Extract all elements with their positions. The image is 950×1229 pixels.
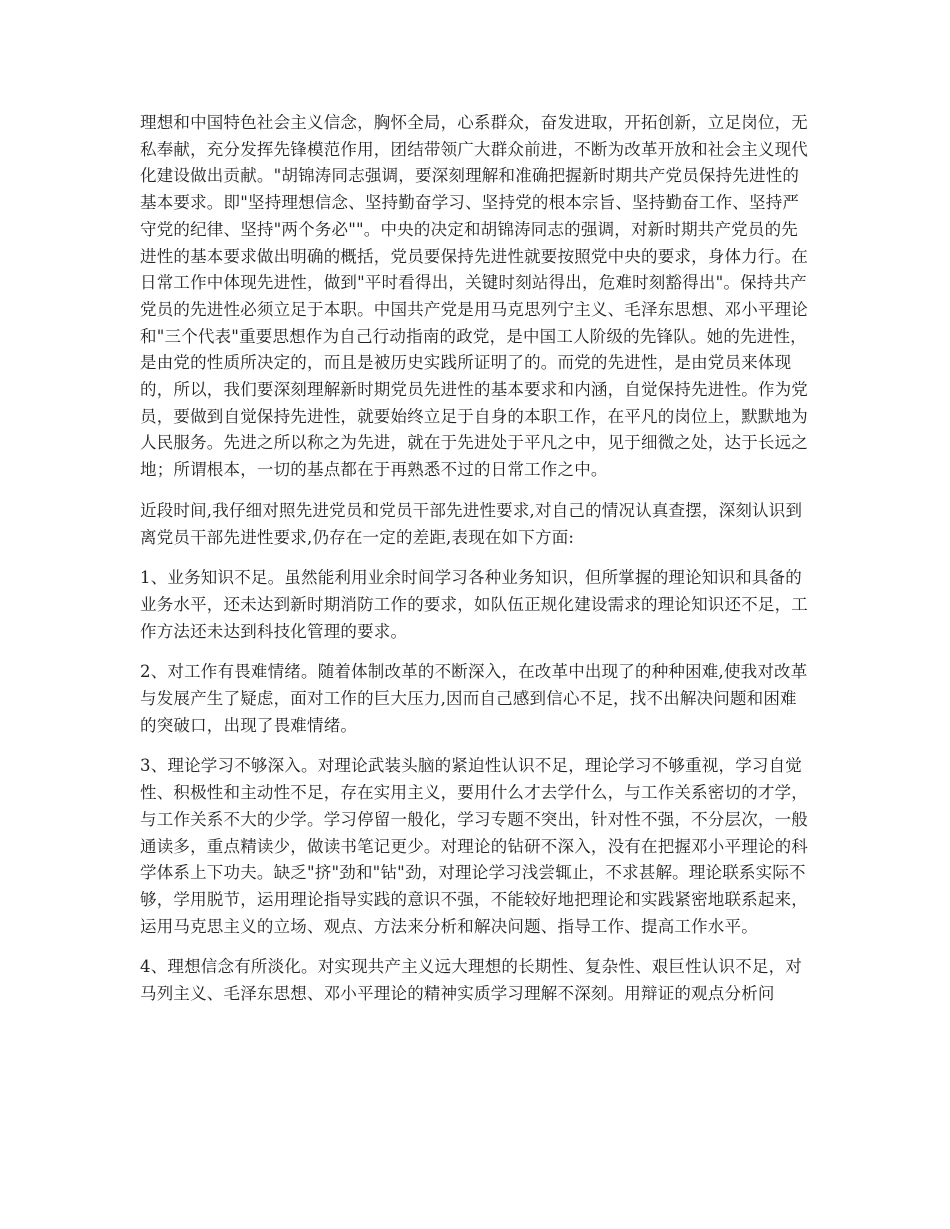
paragraph-item-2: 2、对工作有畏难情绪。随着体制改革的不断深入，在改革中出现了的种种困难,使我对改革与发展产生了疑虑，面对工作的巨大压力,因而自己感到信心不足，找不出解决问题和困难的突破口，出现了畏难情绪。 — [140, 662, 808, 735]
document-body — [140, 110, 812, 1022]
paragraph-item-3: 3、理论学习不够深入。对理论武装头脑的紧迫性认识不足，理论学习不够重视，学习自觉性、积极性和主动性不足，存在实用主义，要用什么才去学什么，与工作关系密切的才学，与工作关系不大的少学。学习停留一般化，学习专题不突出，针对性不强，不分层次，一般通读多，重点精读少，做读书笔记更少。对理论的钻研不深入，没有在把握邓小平理论的科学体系上下功夫。缺乏"挤"劲和"钻"劲，对理论学习浅尝辄止，不求甚解。理论联系实际不够，学用脱节，运用理论指导实践的意识不强，不能较好地把理论和实践紧密地联系起来，运用马克思主义的立场、观点、方法来分析和解决问题、指导工作、提高工作水平。 — [140, 756, 808, 936]
paragraph-item-1: 1、业务知识不足。虽然能利用业余时间学习各种业务知识，但所掌握的理论知识和具备的业务水平，还未达到新时期消防工作的要求，如队伍正规化建设需求的理论知识还不足，工作方法还未达到科技化管理的要求。 — [140, 568, 808, 641]
paragraph-self-review: 近段时间,我仔细对照先进党员和党员干部先进性要求,对自己的情况认真查摆，深刻认识到离党员干部先进性要求,仍存在一定的差距,表现在如下方面: — [140, 500, 803, 547]
paragraph-intro: 理想和中国特色社会主义信念，胸怀全局，心系群众，奋发进取，开拓创新，立足岗位，无私奉献，充分发挥先锋模范作用，团结带领广大群众前进，不断为改革开放和社会主义现代化建设做出贡献。"胡锦涛同志强调，要深刻理解和准确把握新时期共产党员保持先进性的基本要求。即"坚持理想信念、坚持勤奋学习、坚持党的根本宗旨、坚持勤奋工作、坚持严守党的纪律、坚持"两个务必""。中央的决定和胡锦涛同志的强调，对新时期共产党员的先进性的基本要求做出明确的概括，党员要保持先进性就要按照党中央的要求，身体力行。在日常工作中体现先进性，做到"平时看得出，关键时刻站得出，危难时刻豁得出"。保持共产党员的先进性必须立足于本职。中国共产党是用马克思列宁主义、毛泽东思想、邓小平理论和"三个代表"重要思想作为自己行动指南的政党，是中国工人阶级的先锋队。她的先进性，是由党的性质所决定的，而且是被历史实践所证明了的。而党的先进性，是由党员来体现的，所以，我们要深刻理解新时期党员先进性的基本要求和内涵，自觉保持先进性。作为党员，要做到自觉保持先进性，就要始终立足于自身的本职工作，在平凡的岗位上，默默地为人民服务。先进之所以称之为先进，就在于先进处于平凡之中，见于细微之处，达于长远之地；所谓根本，一切的基点都在于再熟悉不过的日常工作之中。 — [140, 113, 808, 480]
paragraph-item-4: 4、理想信念有所淡化。对实现共产主义远大理想的长期性、复杂性、艰巨性认识不足，对马列主义、毛泽东思想、邓小平理论的精神实质学习理解不深刻。用辩证的观点分析问 — [140, 957, 802, 1004]
